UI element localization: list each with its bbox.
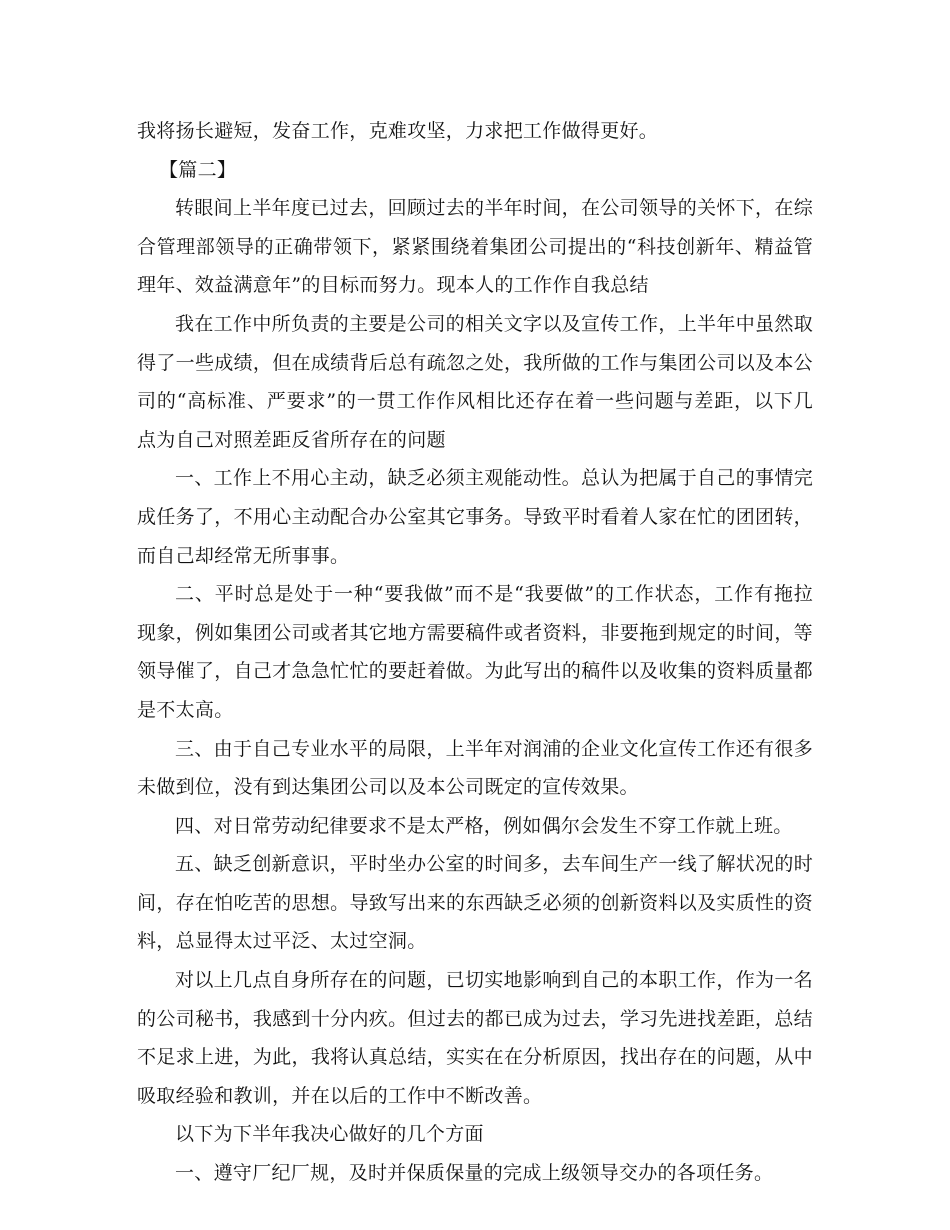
- paragraph-plan-intro: 以下为下半年我决心做好的几个方面: [175, 1123, 484, 1146]
- paragraph-plan-1: 一、遵守厂纪厂规，及时并保质保量的完成上级领导交办的各项任务。: [175, 1162, 774, 1185]
- paragraph-issue-5: 五、缺乏创新意识，平时坐办公室的时间多，去车间生产一线了解状况的时间，存在怕吃苦的思想。导致写出来的东西缺乏必须的创新资料以及实质性的资料，总显得太过平泛、太过空洞。: [137, 853, 813, 953]
- paragraph-issue-2: 二、平时总是处于一种“要我做”而不是“我要做”的工作状态，工作有拖拉现象，例如集团公司或者其它地方需要稿件或者资料，非要拖到规定的时间，等领导催了，自己才急急忙忙的要赶着做。为此写出的稿件以及收集的资料质量都是不太高。: [137, 583, 813, 721]
- paragraph-intro: 转眼间上半年度已过去，回顾过去的半年时间，在公司领导的关怀下，在综合管理部领导的正确带领下，紧紧围绕着集团公司提出的“科技创新年、精益管理年、效益满意年”的目标而努力。现本人的工作作自我总结: [137, 197, 813, 297]
- paragraph-issue-4: 四、对日常劳动纪律要求不是太严格，例如偶尔会发生不穿工作就上班。: [175, 814, 793, 837]
- paragraph-reflection: 对以上几点自身所存在的问题，已切实地影响到自己的本职工作，作为一名的公司秘书，我感到十分内疚。但过去的都已成为过去，学习先进找差距，总结不足求上进，为此，我将认真总结，实实在在分析原因，找出存在的问题，从中吸取经验和教训，并在以后的工作中不断改善。: [137, 969, 813, 1107]
- paragraph-issue-1: 一、工作上不用心主动，缺乏必须主观能动性。总认为把属于自己的事情完成任务了，不用心主动配合办公室其它事务。导致平时看着人家在忙的团团转，而自己却经常无所事事。: [137, 467, 813, 567]
- document-body: [137, 112, 813, 1193]
- paragraph-issue-3: 三、由于自己专业水平的局限，上半年对润浦的企业文化宣传工作还有很多未做到位，没有到达集团公司以及本公司既定的宣传效果。: [137, 737, 813, 799]
- paragraph-closing-line: 我将扬长避短，发奋工作，克难攻坚，力求把工作做得更好。: [137, 120, 659, 142]
- paragraph-responsibilities: 我在工作中所负责的主要是公司的相关文字以及宣传工作，上半年中虽然取得了一些成绩，但在成绩背后总有疏忽之处，我所做的工作与集团公司以及本公司的“高标准、严要求”的一贯工作作风相比还存在着一些问题与差距，以下几点为自己对照差距反省所存在的问题: [137, 312, 813, 451]
- section-heading: 【篇二】: [159, 158, 237, 181]
